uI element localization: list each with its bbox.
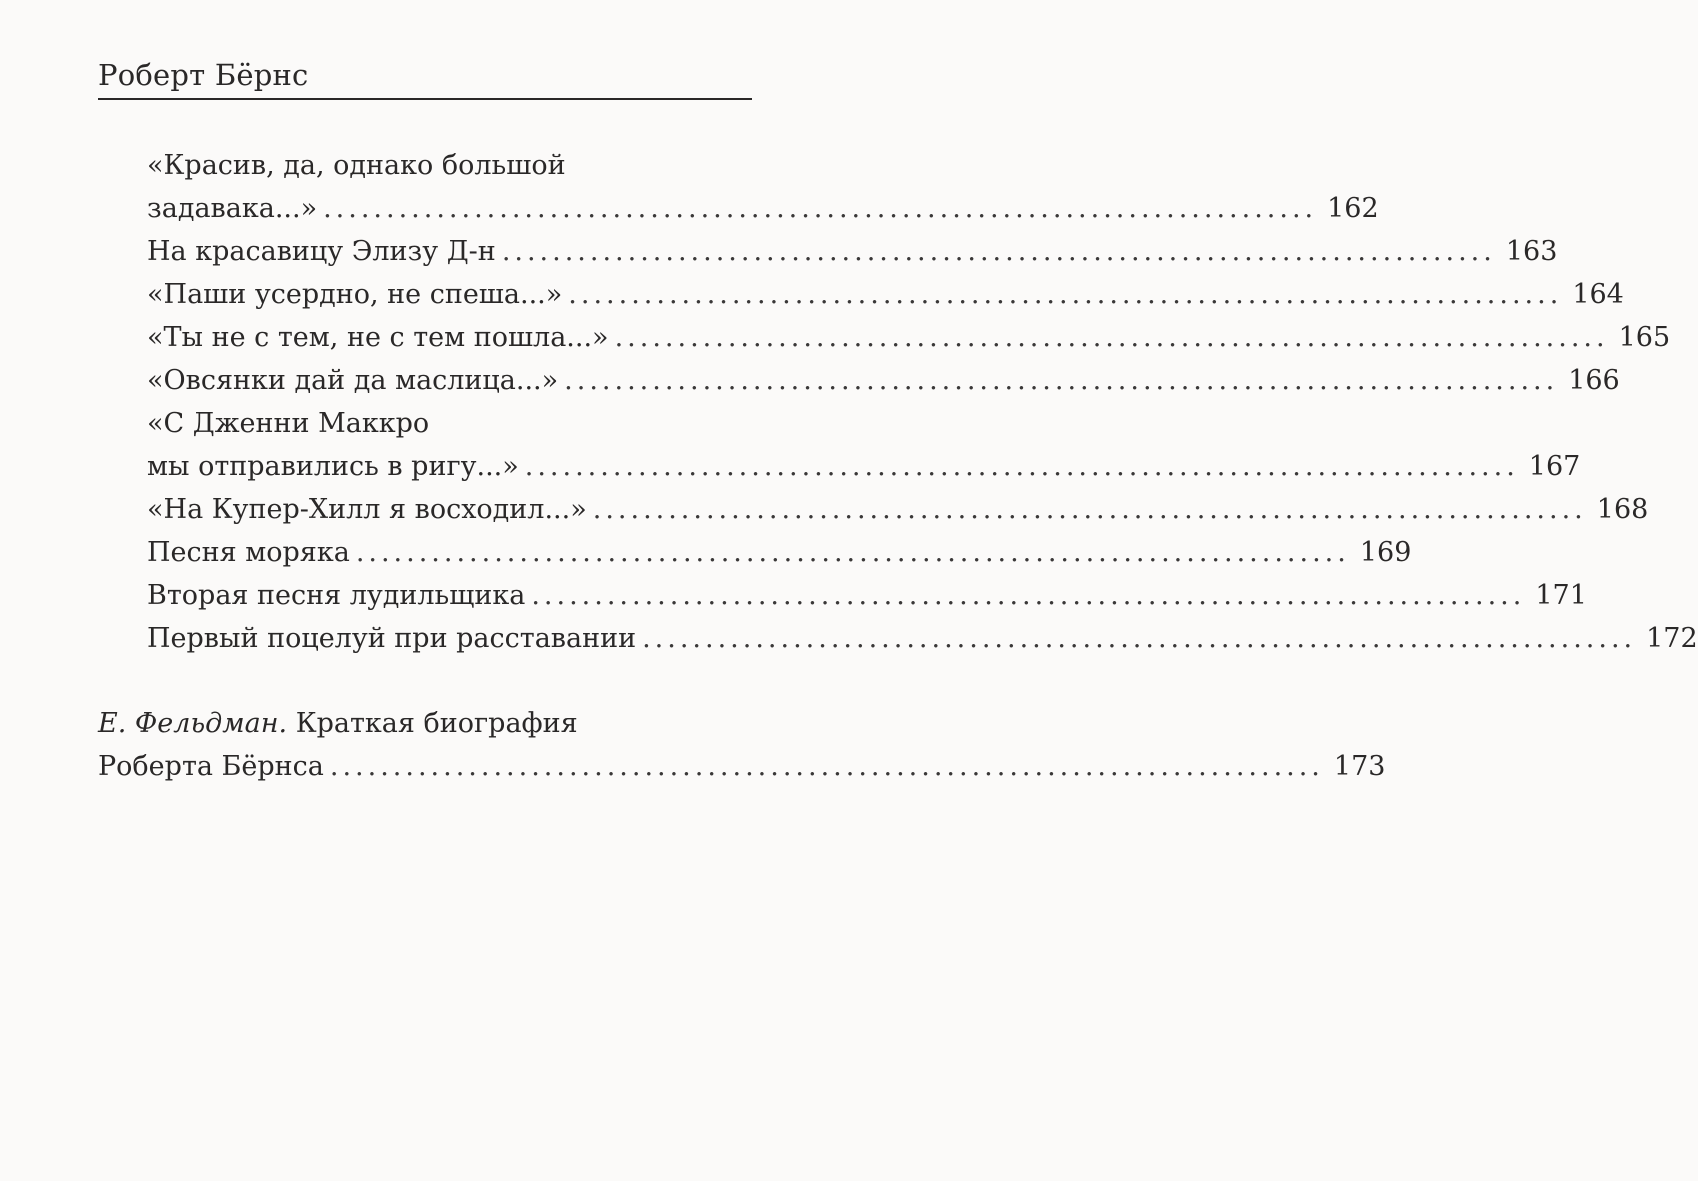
leader-dots: ...............................................................................: [592, 494, 1587, 525]
running-head: Роберт Бёрнс: [98, 58, 309, 92]
toc-page-number: 173: [1333, 751, 1386, 782]
leader-dots: ...............................................................................: [524, 451, 1519, 482]
toc-entry-title: «Овсянки дай да маслица...»: [147, 365, 559, 396]
toc-entry[interactable]: [147, 232, 1558, 272]
afterword-author: Е. Фельдман.: [98, 708, 288, 739]
toc-entry-title-line: «С Дженни Маккро: [147, 408, 430, 439]
leader-dots: ...............................................................................: [642, 623, 1637, 654]
header-rule: [98, 98, 752, 100]
afterword-title-part: Краткая биография: [295, 708, 578, 739]
toc-page-number: 172: [1646, 623, 1698, 654]
afterword-title-line: [98, 704, 578, 744]
toc-page-number: 163: [1505, 236, 1558, 267]
toc-entry-title: Первый поцелуй при расставании: [147, 623, 637, 654]
toc-entry-title-line: «Красив, да, однако большой: [147, 150, 566, 181]
leader-dots: ...............................................................................: [323, 193, 1318, 224]
toc-entry[interactable]: [147, 490, 1649, 530]
leader-dots: ...............................................................................: [329, 751, 1324, 782]
toc-page-number: 164: [1572, 279, 1624, 310]
toc-entry[interactable]: [147, 318, 1671, 358]
leader-dots: ...............................................................................: [355, 537, 1350, 568]
toc-entry-title: задавака...»: [147, 193, 318, 224]
toc-entry-title: Вторая песня лудильщика: [147, 580, 526, 611]
toc-entry-title: «Паши усердно, не спеша...»: [147, 279, 563, 310]
toc-page-number: 166: [1568, 365, 1620, 396]
toc-page-number: 171: [1535, 580, 1587, 611]
toc-entry-afterword[interactable]: [98, 747, 1386, 787]
toc-entry-title: На красавицу Элизу Д-н: [147, 236, 496, 267]
toc-entry[interactable]: [147, 619, 1698, 659]
leader-dots: ...............................................................................: [564, 365, 1559, 396]
toc-entry-title: Роберта Бёрнса: [98, 751, 324, 782]
toc-entry-title: «Ты не с тем, не с тем пошла...»: [147, 322, 609, 353]
toc-entry[interactable]: [147, 576, 1587, 616]
leader-dots: ...............................................................................: [531, 580, 1526, 611]
leader-dots: ...............................................................................: [614, 322, 1609, 353]
toc-entry-title: Песня моряка: [147, 537, 350, 568]
toc-entry[interactable]: [147, 275, 1624, 315]
toc-entry[interactable]: [147, 361, 1620, 401]
toc-page-number: 162: [1327, 193, 1379, 224]
toc-page-number: 165: [1618, 322, 1671, 353]
toc-page-number: 169: [1359, 537, 1412, 568]
toc-entry-title: «На Купер-Хилл я восходил...»: [147, 494, 587, 525]
toc-page-number: 167: [1528, 451, 1581, 482]
toc-entry-title: мы отправились в ригу...»: [147, 451, 519, 482]
leader-dots: ...............................................................................: [501, 236, 1496, 267]
toc-page-number: 168: [1596, 494, 1649, 525]
toc-entry[interactable]: [147, 189, 1379, 229]
toc-entry[interactable]: [147, 447, 1581, 487]
toc-entry[interactable]: [147, 533, 1412, 573]
leader-dots: ...............................................................................: [568, 279, 1563, 310]
